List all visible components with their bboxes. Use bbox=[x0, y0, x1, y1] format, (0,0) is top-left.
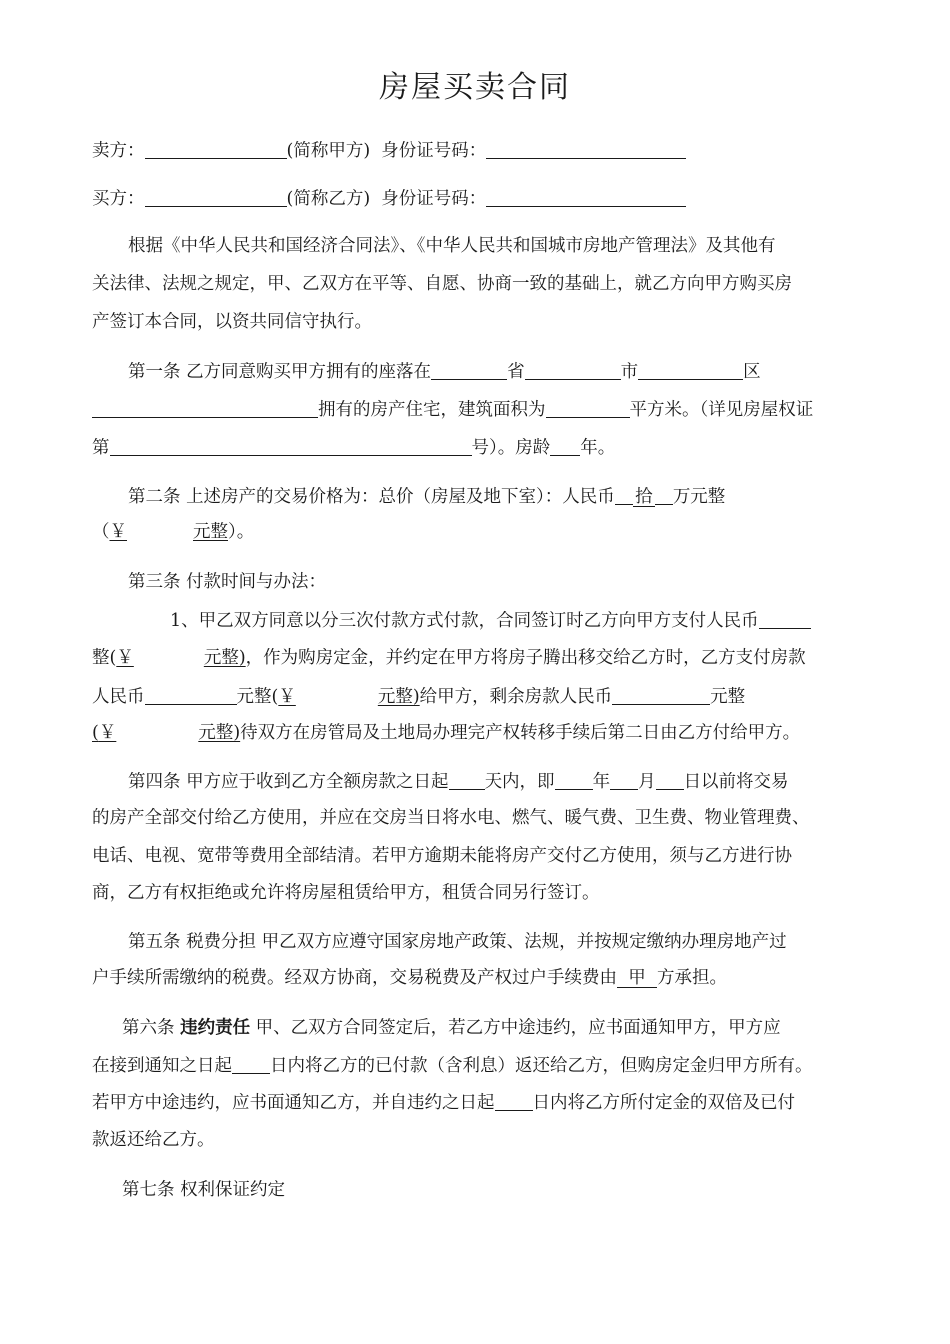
seller-line bbox=[92, 138, 867, 163]
page-title: 房屋买卖合同 bbox=[379, 70, 571, 105]
article-3-title: 第三条 付款时间与办法： bbox=[128, 572, 327, 592]
refund-days-blank bbox=[232, 1053, 270, 1074]
article-2-text: ）。 bbox=[228, 522, 255, 542]
article-3-text: 待双方在房管局及土地局办理完产权转移手续后第二日由乙方付给甲方。 bbox=[240, 723, 801, 743]
article-5-line: 第五条 税费分担 甲乙双方应遵守国家房地产政策、法规，并按规定缴纳办理房地产过 bbox=[128, 932, 787, 952]
year-blank bbox=[555, 769, 593, 790]
article-3-line bbox=[92, 684, 867, 709]
article-5-text: 方承担。 bbox=[657, 968, 727, 988]
preamble-line: 根据《中华人民共和国经济合同法》、《中华人民共和国城市房地产管理法》及其他有 bbox=[128, 236, 776, 256]
yuan-label: 元整) bbox=[377, 687, 420, 707]
seller-abbr: (简称甲方) bbox=[286, 141, 371, 161]
article-3-line bbox=[92, 646, 867, 670]
price-ten-label: 拾 bbox=[633, 485, 655, 507]
preamble-line: 产签订本合同，以资共同信守执行。 bbox=[92, 312, 372, 332]
price-yen-underline bbox=[110, 522, 229, 542]
second-payment-blank bbox=[145, 684, 237, 705]
article-3-text: 给甲方，剩余房款人民币 bbox=[419, 687, 613, 707]
article-2-text: （ bbox=[92, 522, 110, 542]
article-2-line bbox=[92, 520, 867, 544]
article-4-line: 的房产全部交付给乙方使用，并应在交房当日将水电、燃气、暖气费、卫生费、物业管理费、 bbox=[92, 808, 810, 828]
article-2-text: 万元整 bbox=[672, 487, 726, 507]
article-6-line bbox=[92, 1053, 867, 1078]
district-label: 区 bbox=[743, 362, 761, 382]
article-1-text: 年。 bbox=[580, 438, 616, 458]
yen-symbol: ￥ bbox=[109, 522, 127, 542]
buyer-id-blank bbox=[486, 186, 686, 207]
yuan-label: 元整) bbox=[198, 723, 241, 743]
province-label: 省 bbox=[507, 362, 525, 382]
article-5-text: 户手续所需缴纳的税费。经双方协商，交易税费及产权过户手续费由 bbox=[92, 968, 617, 988]
remaining-payment-blank bbox=[612, 684, 710, 705]
article-4-line: 商，乙方有权拒绝或允许将房屋租赁给甲方，租赁合同另行签订。 bbox=[92, 883, 600, 903]
buyer-id-label: 身份证号码： bbox=[381, 189, 487, 209]
article-1-text: 号）。房龄 bbox=[471, 438, 551, 458]
seller-id-label: 身份证号码： bbox=[381, 141, 487, 161]
preamble-line: 关法律、法规之规定，甲、乙双方在平等、自愿、协商一致的基础上，就乙方向甲方购买房 bbox=[92, 274, 792, 294]
yen-symbol: ￥ bbox=[278, 687, 296, 707]
yen-symbol: ￥ bbox=[116, 648, 134, 668]
deposit-blank bbox=[759, 608, 811, 629]
article-7-title: 第七条 权利保证约定 bbox=[122, 1180, 286, 1200]
article-3-text: 整( bbox=[92, 648, 117, 668]
day-blank bbox=[656, 769, 684, 790]
article-3-text: 元整( bbox=[236, 687, 279, 707]
yuan-label: 元整 bbox=[193, 522, 228, 542]
article-3-line bbox=[92, 721, 867, 745]
article-4-text: 年 bbox=[592, 772, 611, 792]
article-3-text: ，作为购房定金，并约定在甲方将房子腾出移交给乙方时，乙方支付房款 bbox=[245, 648, 806, 668]
article-4-text: 月 bbox=[638, 772, 656, 792]
article-1-text: 拥有的房产住宅，建筑面积为 bbox=[318, 400, 546, 420]
house-age-blank bbox=[550, 435, 580, 456]
tax-party-value: 甲 bbox=[617, 966, 657, 988]
buyer-label: 买方： bbox=[92, 189, 145, 209]
price-blank bbox=[615, 484, 633, 505]
article-1-line bbox=[92, 359, 867, 384]
yen-symbol: ￥ bbox=[98, 723, 117, 743]
seller-id-blank bbox=[486, 138, 686, 159]
article-4-text: 第四条 甲方应于收到乙方全额房款之日起 bbox=[128, 772, 449, 792]
article-6-text: 在接到通知之日起 bbox=[92, 1056, 232, 1076]
article-6-line: 款返还给乙方。 bbox=[92, 1130, 215, 1150]
article-6-text: 若甲方中途违约，应书面通知乙方，并自违约之日起 bbox=[92, 1093, 495, 1113]
double-refund-days-blank bbox=[495, 1090, 533, 1111]
article-6-text: 日内将乙方所付定金的双倍及已付 bbox=[532, 1093, 795, 1113]
deposit-yen-underline bbox=[116, 648, 245, 668]
area-blank bbox=[546, 397, 630, 418]
article-2-line bbox=[92, 484, 867, 509]
city-label: 市 bbox=[620, 362, 639, 382]
article-3-line bbox=[92, 608, 867, 633]
article-6-line bbox=[92, 1090, 867, 1115]
price-blank bbox=[655, 484, 673, 505]
article-5-line bbox=[92, 966, 867, 990]
seller-name-blank bbox=[145, 138, 287, 159]
province-blank bbox=[431, 359, 507, 380]
article-2-text: 第二条 上述房产的交易价格为：总价（房屋及地下室）：人民币 bbox=[128, 487, 615, 507]
buyer-name-blank bbox=[145, 186, 287, 207]
article-6-line bbox=[92, 1016, 867, 1040]
yuan-label: 元整) bbox=[203, 648, 246, 668]
article-1-text: 第 bbox=[92, 438, 110, 458]
certificate-blank bbox=[110, 435, 472, 456]
seller-label: 卖方： bbox=[92, 141, 145, 161]
buyer-abbr: (简称乙方) bbox=[286, 189, 371, 209]
buyer-line bbox=[92, 186, 867, 211]
article-1-line bbox=[92, 435, 867, 460]
address-blank bbox=[92, 397, 318, 418]
days-blank bbox=[449, 769, 485, 790]
remaining-yen-underline bbox=[92, 723, 240, 743]
city-blank bbox=[525, 359, 621, 380]
article-3-text: 人民币 bbox=[92, 687, 145, 707]
article-3-text: 1、甲乙双方同意以分三次付款方式付款，合同签订时乙方向甲方支付人民币 bbox=[170, 611, 759, 631]
article-3-text: 元整 bbox=[710, 687, 746, 707]
article-4-text: 日以前将交易 bbox=[683, 772, 789, 792]
article-4-line: 电话、电视、宽带等费用全部结清。若甲方逾期未能将房产交付乙方使用，须与乙方进行协 bbox=[92, 846, 792, 866]
article-3-text: ( bbox=[92, 723, 99, 743]
article-6-text: 甲、乙双方合同签定后，若乙方中途违约，应书面通知甲方，甲方应 bbox=[250, 1018, 781, 1038]
second-yen-underline bbox=[278, 687, 419, 707]
article-1-text: 平方米。（详见房屋权证 bbox=[629, 400, 814, 420]
month-blank bbox=[610, 769, 638, 790]
article-6-text: 第六条 bbox=[122, 1018, 181, 1038]
article-1-line bbox=[92, 397, 867, 422]
article-4-text: 天内，即 bbox=[484, 772, 555, 792]
article-1-text: 第一条 乙方同意购买甲方拥有的座落在 bbox=[128, 362, 432, 382]
breach-heading: 违约责任 bbox=[180, 1018, 251, 1038]
article-4-line bbox=[92, 769, 867, 794]
article-6-text: 日内将乙方的已付款（含利息）返还给乙方，但购房定金归甲方所有。 bbox=[270, 1056, 813, 1076]
district-blank bbox=[638, 359, 743, 380]
